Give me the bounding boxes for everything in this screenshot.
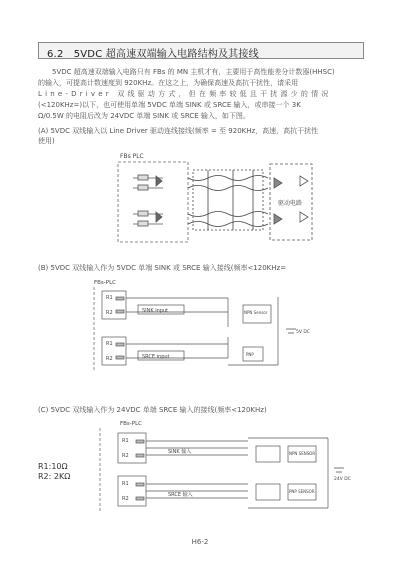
paragraph-line: Line-Driver 双线驱动方式，但在频率较低且干扰源少的情况 [38, 90, 332, 98]
figure-a-diagram [38, 150, 364, 250]
pnp-label: PNP [246, 352, 254, 357]
npn-sensor-label: NPN SENSOR [289, 451, 316, 456]
input-channel-2 [133, 211, 163, 226]
paragraph-line: 5VDC 超高速双端输入电路只有 FBs 的 MN 主机才有，主要用于高性能差分计数器(HHSC) [52, 68, 335, 76]
sink-channel [102, 291, 271, 327]
figure-a-plc-label: FBs PLC [120, 153, 144, 160]
figure-b-caption: (B) 5VDC 双线输入作为 5VDC 单端 SINK 或 SRCE 输入接线(频率<120KHz= [38, 264, 287, 272]
figure-c-plc-label: FBs-PLC [120, 421, 143, 427]
r1-label: R1 [122, 438, 129, 444]
srce-input-label: SRCE 输入 [168, 492, 193, 498]
r2-label: R2 [122, 453, 129, 459]
r1-label: R1 [106, 295, 113, 301]
figure-c-caption: (C) 5VDC 双线输入作为 24VDC 单端 SRCE 输入的接线(频率<120KHz) [38, 406, 267, 414]
srce-input-label: SRCE input [142, 354, 170, 360]
dc-supply-symbol [286, 329, 296, 333]
supply-label: 5V DC [296, 330, 310, 335]
sink-channel [118, 433, 328, 508]
r1-label: R1 [122, 481, 129, 487]
figure-a-caption: (A) 5VDC 双线输入以 Line Driver 驱动连线接线(频率 = 至 920KHz，高速，高抗干扰性 [38, 127, 319, 135]
dc-supply-symbol [334, 468, 344, 472]
r2-label: R2 [106, 356, 113, 362]
sink-input-label: SINK input [142, 308, 169, 314]
figure-b-diagram [38, 277, 364, 377]
resistor-note-r2: R2: 2KΩ [38, 472, 71, 481]
figure-a-caption-cont: 使用) [38, 137, 55, 145]
supply-label: 24V DC [334, 477, 351, 482]
resistor-note-r1: R1:10Ω [38, 462, 68, 471]
section-title: 6.2 5VDC 超高速双端输入电路结构及其接线 [47, 49, 259, 60]
paragraph-line: (<120KHz=)以下，也可使用单端 5VDC 单端 SINK 或 SRCE 输入，或串接一个 3K [38, 101, 301, 109]
figure-a-device-label: 驱动电路 [278, 200, 303, 207]
input-channel-1 [133, 175, 163, 190]
r1-label: R1 [106, 341, 113, 347]
plc-boundary [118, 162, 188, 242]
sink-input-label: SINK 输入 [168, 449, 192, 455]
twisted-pair-cable [188, 170, 268, 230]
paragraph-line: 的输入，可提高计数速度到 920KHz。在这之上，为确保高速及高抗干扰性，请采用 [38, 79, 299, 87]
section-title-box [38, 42, 364, 59]
page-number: H6-2 [191, 538, 209, 546]
r2-label: R2 [106, 310, 113, 316]
figure-c-diagram [38, 418, 364, 518]
figure-b-plc-label: FBs-PLC [94, 280, 117, 286]
resistor-notes [38, 462, 70, 482]
npn-sensor-label: NPN Sensor [244, 310, 268, 315]
intro-paragraph [38, 67, 364, 122]
r2-label: R2 [122, 496, 129, 502]
pnp-sensor-label: PNP SENSOR [289, 489, 315, 494]
paragraph-line: Ω/0.5W 的电阻后改为 24VDC 单端 SINK 或 SRCE 输入，如下图。 [38, 112, 250, 120]
